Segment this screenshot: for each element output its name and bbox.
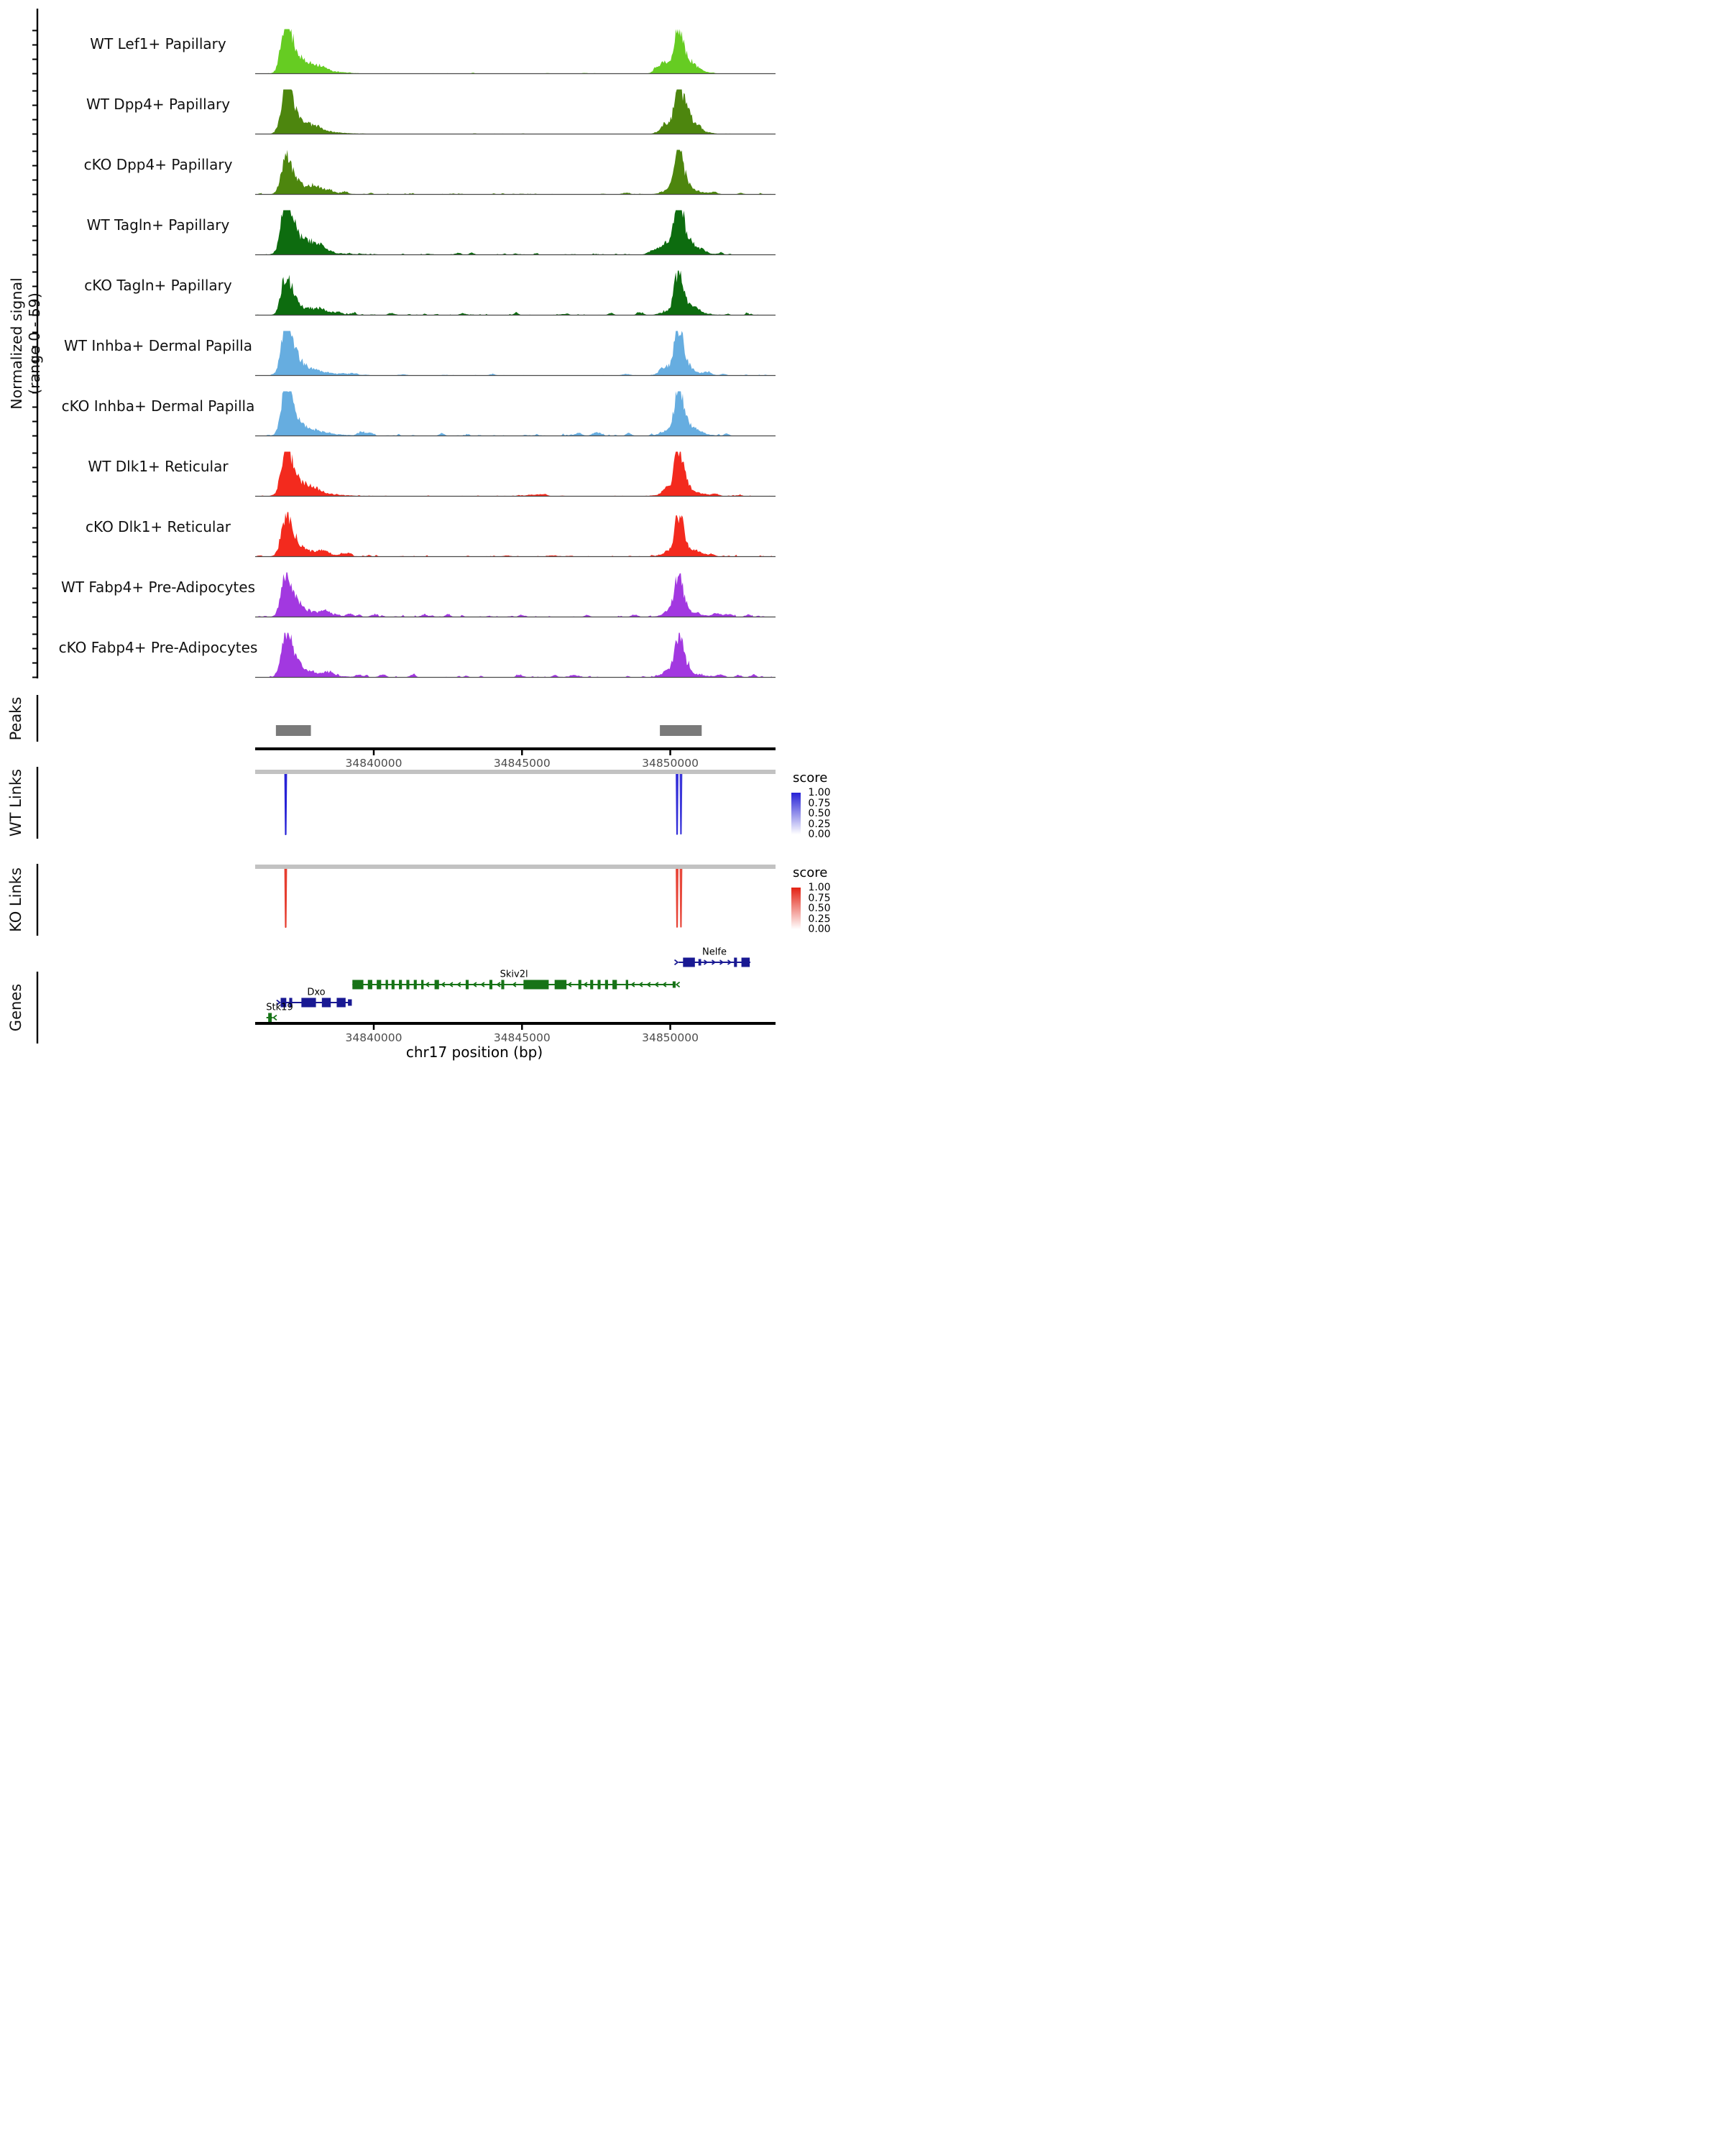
x-axis-title: chr17 position (bp) (405, 1044, 543, 1061)
gene-exon (612, 980, 617, 990)
coverage-area (255, 512, 776, 557)
track-label: cKO Inhba+ Dermal Papilla (61, 397, 255, 415)
peaks-axis-tick-label: 34845000 (493, 757, 551, 770)
gene-exon (336, 998, 345, 1008)
ko-score-legend-title: score (793, 865, 828, 880)
coverage-plot-figure (0, 0, 862, 1078)
gene-exon (435, 980, 439, 990)
wt-score-legend-title: score (793, 770, 828, 786)
gene-exon (523, 980, 548, 990)
coverage-area (255, 29, 776, 74)
gene-strand-arrow (676, 982, 679, 987)
gene-exon (626, 980, 628, 990)
score-tick-label: 0.75 (808, 892, 831, 904)
gene-exon (352, 980, 363, 990)
peaks-section-label: Peaks (7, 696, 24, 741)
ko-links-section-label: KO Links (7, 867, 24, 932)
gene-exon (392, 980, 395, 990)
score-tick-label: 0.50 (808, 903, 831, 914)
score-tick-label: 1.00 (808, 787, 831, 798)
gene-exon (742, 958, 750, 967)
links-baseline-bar (255, 770, 776, 774)
peak-region (276, 725, 311, 736)
links-baseline-bar (255, 865, 776, 869)
coverage-area (255, 573, 776, 617)
coverage-area (255, 633, 776, 678)
coverage-area (255, 90, 776, 134)
link-line (681, 774, 682, 834)
peaks-axis-tick-label: 34850000 (642, 757, 699, 770)
gene-exon (579, 980, 581, 990)
gene-exon (673, 982, 676, 988)
y-axis-label (8, 277, 44, 409)
score-tick-label: 0.25 (808, 818, 831, 830)
score-tick-label: 0.00 (808, 829, 831, 840)
coverage-area (255, 392, 776, 436)
genes-axis-tick-label: 34840000 (345, 1031, 402, 1044)
track-label: WT Fabp4+ Pre-Adipocytes (61, 578, 255, 596)
gene-name-label: Nelfe (702, 946, 727, 958)
track-label: cKO Dlk1+ Reticular (86, 517, 231, 535)
gene-exon (501, 980, 504, 990)
gene-exon (368, 980, 372, 990)
gene-exon (386, 980, 388, 990)
track-label: cKO Tagln+ Papillary (84, 276, 232, 294)
gene-exon (605, 980, 608, 990)
track-label: WT Lef1+ Papillary (90, 34, 226, 52)
link-line (676, 774, 678, 834)
score-tick-label: 1.00 (808, 882, 831, 893)
gene-name-label: Skiv2l (500, 969, 528, 980)
track-label: WT Dlk1+ Reticular (88, 457, 229, 475)
genes-section-label: Genes (7, 983, 24, 1032)
track-label: cKO Dpp4+ Papillary (83, 155, 233, 173)
gene-exon (597, 980, 600, 990)
link-line (681, 869, 682, 927)
gene-exon (406, 980, 409, 990)
gene-exon (555, 980, 567, 990)
genes-axis-tick-label: 34845000 (493, 1031, 551, 1044)
coverage-area (255, 452, 776, 497)
gene-strand-arrow (675, 960, 678, 965)
score-tick-label: 0.50 (808, 808, 831, 819)
gene-exon (322, 998, 331, 1008)
score-tick-label: 0.75 (808, 797, 831, 809)
gene-name-label: Stk19 (266, 1002, 293, 1013)
coverage-area (255, 211, 776, 255)
gene-exon (301, 998, 316, 1008)
score-tick-label: 0.00 (808, 923, 831, 935)
track-label: WT Tagln+ Papillary (86, 216, 230, 234)
link-line (285, 869, 287, 927)
gene-exon (399, 980, 402, 990)
wt-links-section-label: WT Links (7, 768, 24, 837)
link-line (676, 869, 678, 927)
gene-exon (377, 980, 381, 990)
gene-exon (268, 1013, 272, 1023)
gene-strand-arrow (274, 1015, 277, 1021)
coverage-area (255, 150, 776, 195)
link-line (285, 774, 287, 834)
gene-exon (683, 958, 695, 967)
ko-score-gradient (791, 888, 801, 929)
wt-score-gradient (791, 793, 801, 834)
track-label: WT Inhba+ Dermal Papilla (64, 336, 252, 354)
track-label: cKO Fabp4+ Pre-Adipocytes (58, 638, 258, 656)
y-axis-label-line2: (range 0 - 59) (26, 292, 43, 395)
gene-exon (699, 959, 702, 966)
peaks-axis-tick-label: 34840000 (345, 757, 402, 770)
gene-exon (466, 980, 469, 990)
coverage-area (255, 271, 776, 315)
y-axis-label-line1: Normalized signal (8, 277, 25, 410)
coverage-area (255, 331, 776, 376)
track-label: WT Dpp4+ Papillary (86, 95, 231, 113)
gene-exon (421, 980, 423, 990)
peak-region (660, 725, 702, 736)
score-tick-label: 0.25 (808, 913, 831, 925)
gene-exon (489, 980, 492, 990)
gene-exon (734, 958, 737, 967)
gene-name-label: Dxo (307, 987, 326, 998)
genes-axis-tick-label: 34850000 (642, 1031, 699, 1044)
gene-exon (348, 1000, 351, 1006)
gene-exon (590, 980, 593, 990)
gene-exon (414, 980, 417, 990)
